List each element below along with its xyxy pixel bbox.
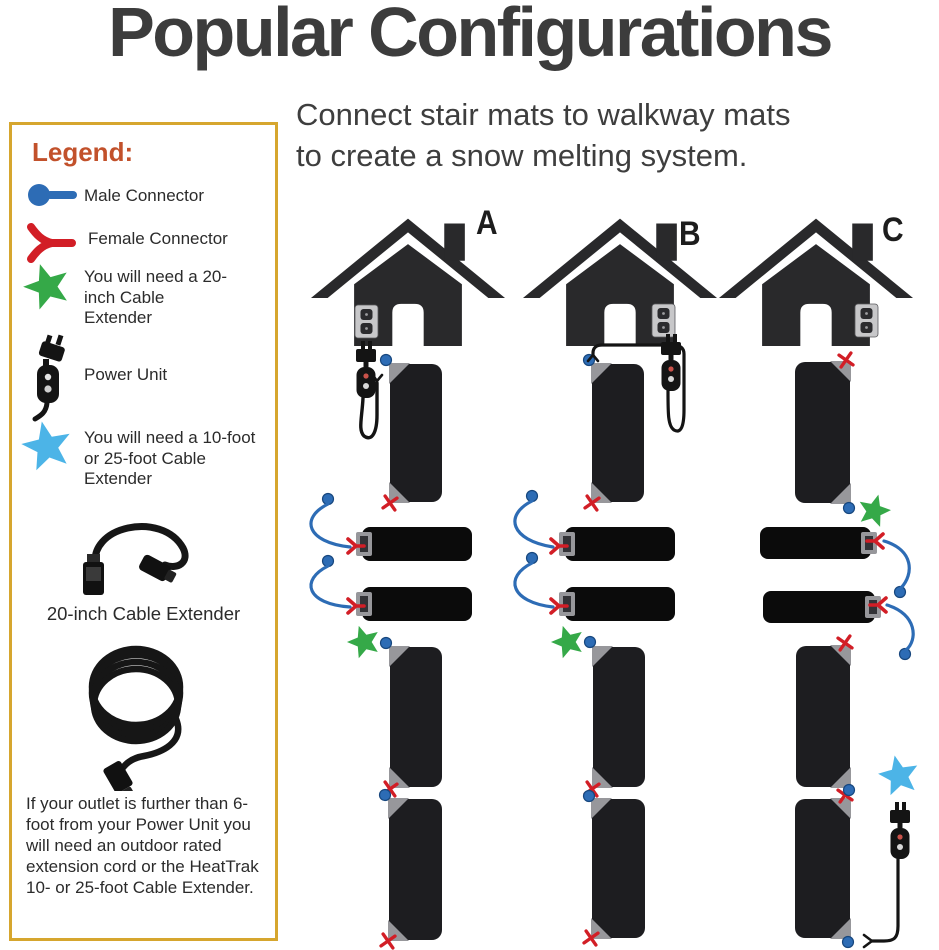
power-unit-icon-light bbox=[897, 834, 902, 839]
outlet-dot bbox=[365, 313, 368, 316]
subtitle-line1: Connect stair mats to walkway mats bbox=[296, 97, 791, 132]
walkway-mat bbox=[593, 647, 645, 787]
power-unit-icon-button bbox=[668, 376, 674, 382]
stair-mat bbox=[362, 527, 472, 561]
stair-mat bbox=[760, 527, 871, 559]
male-connector-icon bbox=[381, 355, 392, 366]
power-unit-icon bbox=[895, 802, 899, 811]
green-star-icon bbox=[855, 490, 894, 528]
power-unit-icon-light bbox=[668, 366, 673, 371]
legend-cable-caption: 20-inch Cable Extender bbox=[46, 603, 241, 624]
extender-cable bbox=[887, 605, 913, 650]
stair-mat bbox=[362, 587, 472, 621]
power-unit-icon-light bbox=[363, 373, 368, 378]
power-unit-icon bbox=[669, 355, 674, 360]
walkway-mat bbox=[795, 362, 850, 503]
stair-mat bbox=[763, 591, 875, 623]
outlet-dot bbox=[365, 327, 368, 330]
walkway-mat bbox=[389, 799, 442, 940]
male-connector-icon bbox=[584, 791, 595, 802]
config-letter-a: A bbox=[476, 204, 497, 242]
stair-mat-tab-inner bbox=[869, 600, 877, 614]
stair-mat-tab-inner bbox=[360, 596, 368, 612]
walkway-mat bbox=[390, 647, 442, 787]
power-cable-fork bbox=[864, 935, 872, 947]
legend-female-label: Female Connector bbox=[88, 229, 228, 248]
power-unit-icon-button bbox=[897, 844, 903, 850]
male-connector-icon bbox=[844, 503, 855, 514]
legend-male-label: Male Connector bbox=[84, 186, 205, 205]
power-unit-icon bbox=[666, 334, 670, 343]
power-unit-icon bbox=[673, 334, 677, 343]
legend-green-star-note: You will need a 20-inch Cable Extender bbox=[84, 267, 228, 328]
green-star-icon bbox=[343, 621, 383, 660]
page-title: Popular Configurations bbox=[108, 0, 831, 71]
outlet-dot bbox=[662, 326, 665, 329]
walkway-mat bbox=[390, 364, 442, 502]
config-letter-c: C bbox=[882, 211, 903, 249]
power-cable bbox=[872, 859, 898, 941]
extender-cable bbox=[884, 541, 909, 588]
outlet-dot bbox=[662, 312, 665, 315]
extender-cable bbox=[515, 563, 553, 607]
outlet-dot bbox=[865, 326, 868, 329]
walkway-mat bbox=[796, 646, 850, 787]
male-connector-icon bbox=[844, 785, 855, 796]
power-unit-icon bbox=[902, 802, 906, 811]
legend-heading: Legend: bbox=[32, 137, 134, 167]
walkway-mat bbox=[592, 799, 645, 938]
power-unit-icon bbox=[368, 341, 372, 350]
male-connector-icon bbox=[380, 790, 391, 801]
blue-star-icon bbox=[875, 751, 922, 796]
power-unit-icon bbox=[361, 341, 365, 350]
power-unit-icon-button bbox=[363, 383, 369, 389]
male-connector-icon bbox=[585, 637, 596, 648]
power-unit-icon bbox=[898, 823, 903, 828]
legend-power-unit-label: Power Unit bbox=[84, 365, 168, 384]
power-unit-icon bbox=[890, 810, 910, 823]
extender-cable bbox=[311, 504, 350, 547]
stair-mat bbox=[565, 587, 675, 621]
config-letter-b: B bbox=[679, 215, 700, 253]
power-unit-icon bbox=[356, 349, 376, 362]
stair-mat bbox=[565, 527, 675, 561]
legend-outlet-note: If your outlet is further than 6-foot from your Power Unit you will need an outdoor rated extension cord or the HeatTrak 10- or 25-foot Cable Extender. bbox=[26, 794, 259, 898]
power-unit-icon bbox=[357, 367, 376, 398]
extender-cable bbox=[311, 566, 350, 607]
subtitle-line2: to create a snow melting system. bbox=[296, 138, 748, 174]
stair-mat-tab-inner bbox=[563, 596, 571, 612]
stair-mat-tab-inner bbox=[563, 536, 571, 552]
green-star-icon bbox=[547, 621, 587, 660]
walkway-mat bbox=[592, 364, 644, 502]
outlet-dot bbox=[865, 312, 868, 315]
stair-mat-tab-inner bbox=[360, 536, 368, 552]
extender-cable bbox=[515, 501, 553, 547]
male-connector-icon bbox=[843, 937, 854, 948]
power-unit-icon bbox=[662, 360, 681, 391]
stair-mat-tab-inner bbox=[865, 536, 873, 550]
power-unit-icon bbox=[891, 828, 910, 859]
male-connector-icon bbox=[381, 638, 392, 649]
legend-blue-star-note: You will need a 10-foot or 25-foot Cable Extender bbox=[84, 428, 256, 489]
walkway-mat bbox=[795, 799, 850, 938]
power-unit-icon bbox=[364, 362, 369, 367]
